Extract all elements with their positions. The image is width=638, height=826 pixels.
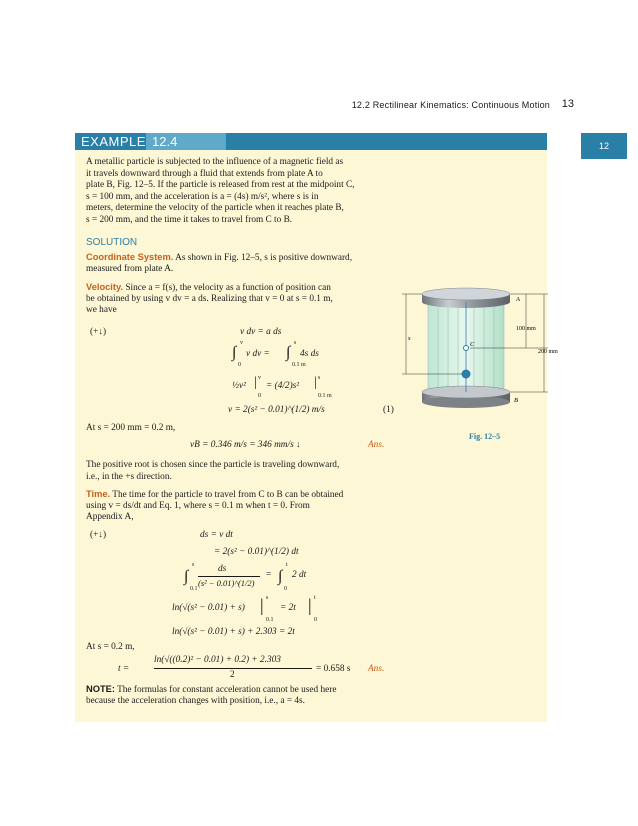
problem-line: meters, determine the velocity of the particle when it reaches plate B, bbox=[86, 203, 344, 213]
label-s: s bbox=[408, 335, 411, 342]
point-c bbox=[464, 346, 469, 351]
answer-tag: Ans. bbox=[368, 664, 385, 674]
eq3-left: ½v² bbox=[232, 381, 246, 391]
fraction-bar bbox=[154, 668, 312, 669]
velocity-eq1: v dv = a ds bbox=[240, 327, 282, 337]
problem-line: it travels downward through a fluid that extends from plate A to bbox=[86, 168, 323, 179]
plate-a-top bbox=[422, 288, 510, 300]
fraction-numerator: ds bbox=[218, 564, 227, 574]
time-heading: Time. bbox=[86, 489, 111, 499]
integral-sign: ∫ bbox=[286, 344, 291, 361]
dim-200-label: 200 mm bbox=[538, 349, 558, 355]
figure-12-5 bbox=[398, 282, 558, 432]
label-b: B bbox=[514, 397, 518, 404]
fraction-bar bbox=[198, 576, 260, 577]
velocity-line: be obtained by using v dv = a ds. Realizing that v = 0 at s = 0.1 m, bbox=[86, 293, 333, 304]
example-label: EXAMPLE bbox=[81, 134, 146, 149]
eq4-right: = 2t bbox=[280, 603, 296, 613]
t-numerator: ln(√((0.2)² − 0.01) + 0.2) + 2.303 bbox=[154, 655, 281, 665]
time-line: The time for the particle to travel from C to B can be obtained bbox=[112, 490, 344, 500]
lower-limit: 0 bbox=[314, 617, 317, 623]
velocity-eq4: v = 2(s² − 0.01)^(1/2) m/s bbox=[228, 405, 325, 415]
lower-limit: 0.1 m bbox=[292, 362, 306, 368]
note-line: because the acceleration changes with position, i.e., a = 4s. bbox=[86, 695, 305, 706]
upper-limit: t bbox=[314, 595, 316, 601]
equals: = bbox=[266, 570, 272, 580]
lower-limit: 0 bbox=[258, 393, 261, 399]
eval-bar: | bbox=[314, 375, 317, 390]
time-eq5: ln(√(s² − 0.01) + s) + 2.303 = 2t bbox=[172, 627, 295, 637]
note-heading: NOTE: bbox=[86, 684, 115, 694]
upper-limit: s bbox=[318, 375, 321, 381]
velocity-result: vB = 0.346 m/s = 346 mm/s ↓ bbox=[190, 440, 301, 450]
time-eq4 bbox=[172, 595, 332, 625]
lower-limit: 0 bbox=[284, 586, 287, 592]
integral-sign: ∫ bbox=[184, 568, 189, 585]
lower-limit: 0.1 bbox=[266, 617, 274, 623]
integral-sign: ∫ bbox=[232, 344, 237, 361]
upper-limit: s bbox=[192, 562, 195, 568]
root-line: The positive root is chosen since the particle is traveling downward, bbox=[86, 460, 340, 470]
page-header bbox=[0, 96, 638, 112]
answer-tag: Ans. bbox=[368, 440, 385, 450]
example-banner bbox=[75, 133, 547, 150]
integrand: v dv = bbox=[246, 349, 270, 359]
velocity-heading: Velocity. bbox=[86, 282, 124, 292]
example-number: 12.4 bbox=[146, 133, 226, 150]
coordinate-line: As shown in Fig. 12–5, s is positive downward, bbox=[175, 253, 353, 263]
label-c: C bbox=[470, 341, 475, 348]
integrand: 4s ds bbox=[300, 349, 319, 359]
solution-heading: SOLUTION bbox=[86, 237, 138, 248]
t-denominator: 2 bbox=[230, 670, 235, 680]
particle bbox=[462, 370, 471, 379]
velocity-eq2 bbox=[232, 340, 352, 370]
time-result bbox=[118, 655, 418, 683]
integrand: 2 dt bbox=[292, 570, 307, 580]
time-at-line: At s = 0.2 m, bbox=[86, 642, 135, 652]
page-number: 13 bbox=[561, 98, 574, 110]
upper-limit: s bbox=[266, 595, 269, 601]
lower-limit: 0.1 m bbox=[318, 393, 332, 399]
lower-limit: 0.1 bbox=[190, 586, 198, 592]
velocity-eq3 bbox=[232, 375, 352, 403]
upper-limit: s bbox=[294, 340, 297, 346]
dim-100-label: 100 mm bbox=[516, 326, 536, 332]
upper-limit: v bbox=[240, 340, 243, 346]
eval-bar: | bbox=[260, 595, 264, 615]
problem-line: s = 200 mm, and the time it takes to travel from C to B. bbox=[86, 214, 293, 225]
velocity-sign: (+↓) bbox=[90, 327, 107, 337]
problem-line: s = 100 mm, and the acceleration is a = (4s) m/s², where s is in bbox=[86, 191, 319, 202]
t-label: t = bbox=[118, 664, 130, 674]
time-line: Appendix A, bbox=[86, 512, 134, 522]
equation-number: (1) bbox=[383, 405, 394, 415]
root-line: i.e., in the +s direction. bbox=[86, 471, 172, 482]
velocity-line: we have bbox=[86, 305, 117, 315]
velocity-at-line: At s = 200 mm = 0.2 m, bbox=[86, 423, 176, 433]
integral-sign: ∫ bbox=[278, 568, 283, 585]
eval-bar: | bbox=[308, 595, 312, 615]
problem-line: A metallic particle is subjected to the influence of a magnetic field as bbox=[86, 157, 344, 167]
coordinate-line: measured from plate A. bbox=[86, 263, 174, 274]
velocity-line: Since a = f(s), the velocity as a function of position can bbox=[125, 283, 331, 293]
chapter-tab: 12 bbox=[581, 133, 627, 159]
problem-line: plate B, Fig. 12–5. If the particle is released from rest at the midpoint C, bbox=[86, 180, 355, 190]
coordinate-heading: Coordinate System. bbox=[86, 252, 174, 262]
figure-caption: Fig. 12–5 bbox=[469, 432, 501, 441]
time-eq2: = 2(s² − 0.01)^(1/2) dt bbox=[214, 547, 299, 557]
lower-limit: 0 bbox=[238, 362, 241, 368]
eval-bar: | bbox=[254, 375, 257, 390]
eq3-right: = (4/2)s² bbox=[266, 381, 300, 391]
section-title: 12.2 Rectilinear Kinematics: Continuous Motion bbox=[351, 100, 550, 110]
time-line: using v = ds/dt and Eq. 1, where s = 0.1 m when t = 0. From bbox=[86, 500, 310, 511]
eq4-left: ln(√(s² − 0.01) + s) bbox=[172, 603, 245, 613]
time-eq3 bbox=[184, 560, 324, 594]
upper-limit: t bbox=[286, 562, 288, 568]
fraction-denominator: (s² − 0.01)^(1/2) bbox=[198, 578, 255, 588]
label-a: A bbox=[516, 296, 520, 303]
note-line: The formulas for constant acceleration cannot be used here bbox=[117, 685, 337, 695]
t-result: = 0.658 s bbox=[316, 664, 351, 674]
time-eq1: ds = v dt bbox=[200, 530, 233, 540]
upper-limit: v bbox=[258, 375, 261, 381]
time-sign: (+↓) bbox=[90, 530, 107, 540]
